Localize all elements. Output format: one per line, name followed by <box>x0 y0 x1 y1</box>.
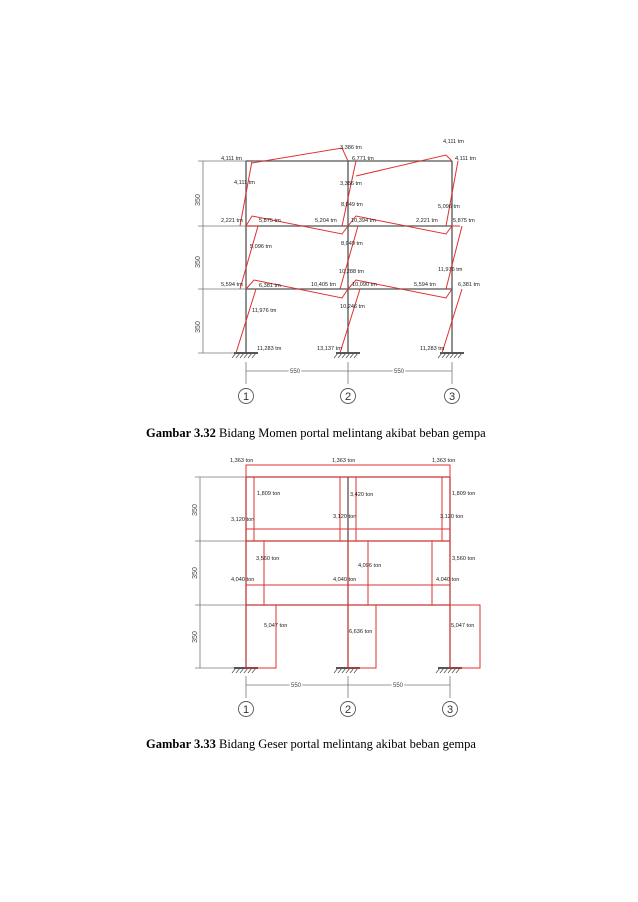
shear-label: 1,363 ton <box>332 458 356 464</box>
moment-label: 4,111 tm <box>443 139 464 145</box>
caption-label: Gambar 3.33 <box>146 737 216 751</box>
shear-label: 3,120 ton <box>231 517 255 523</box>
moment-label: 4,111 tm <box>221 156 242 162</box>
moment-dim-story2: 350 <box>195 256 202 268</box>
moment-label: 2,221 tm <box>221 218 243 224</box>
moment-label: 3,386 tm <box>340 181 362 187</box>
shear-dimension-horizontal <box>246 676 450 698</box>
shear-label: 4,040 ton <box>333 577 357 583</box>
moment-label: 10,090 tm <box>352 282 377 288</box>
shear-dim-span2: 550 <box>392 683 404 689</box>
grid-label-3: 3 <box>446 704 454 716</box>
caption-text: Bidang Momen portal melintang akibat beban gempa <box>215 426 486 440</box>
moment-dim-story1: 350 <box>195 321 202 333</box>
shear-dim-span1: 550 <box>290 683 302 689</box>
shear-dim-story3: 350 <box>192 504 199 516</box>
moment-label: 5,875 tm <box>259 218 281 224</box>
moment-label: 3,386 tm <box>340 145 362 151</box>
shear-diagram-figure <box>192 458 480 717</box>
moment-label: 5,594 tm <box>221 282 243 288</box>
shear-label: 3,120 ton <box>333 514 357 520</box>
moment-dim-span1: 550 <box>289 369 301 375</box>
moment-label: 8,049 tm <box>341 241 363 247</box>
moment-label: 10,405 tm <box>311 282 336 288</box>
shear-label: 3,120 ton <box>440 514 464 520</box>
moment-diagram-figure <box>195 139 480 404</box>
moment-label: 4,111 tm <box>234 180 255 186</box>
moment-diagram-lines <box>236 148 462 353</box>
moment-label: 11,283 tm <box>420 346 445 352</box>
moment-label: 11,283 tm <box>257 346 282 352</box>
moment-label: 2,221 tm <box>416 218 438 224</box>
shear-label: 4,040 ton <box>231 577 255 583</box>
caption-label: Gambar 3.32 <box>146 426 216 440</box>
grid-label-1: 1 <box>242 704 250 716</box>
moment-label: 6,771 tm <box>352 156 374 162</box>
moment-label: 10,246 tm <box>340 304 365 310</box>
grid-label-3: 3 <box>448 391 456 403</box>
moment-dim-story3: 350 <box>195 194 202 206</box>
moment-label: 13,137 tm <box>317 346 342 352</box>
moment-label: 5,875 tm <box>453 218 475 224</box>
grid-label-2: 2 <box>344 704 352 716</box>
moment-label: 8,049 tm <box>341 202 363 208</box>
moment-label: 5,096 tm <box>250 244 272 250</box>
shear-label: 3,560 ton <box>452 556 476 562</box>
grid-label-1: 1 <box>242 391 250 403</box>
moment-dimension-vertical <box>198 161 246 353</box>
moment-label: 5,204 tm <box>315 218 337 224</box>
figure-caption-shear <box>146 737 476 752</box>
shear-dim-story2: 350 <box>192 567 199 579</box>
shear-label: 1,809 ton <box>452 491 476 497</box>
shear-dim-story1: 350 <box>192 631 199 643</box>
moment-supports <box>232 353 464 358</box>
shear-label: 1,809 ton <box>257 491 281 497</box>
shear-label: 6,636 ton <box>349 629 373 635</box>
shear-dimension-vertical <box>195 477 246 668</box>
moment-label: 5,096 tm <box>438 204 460 210</box>
moment-label: 6,381 tm <box>458 282 480 288</box>
shear-supports <box>232 668 462 673</box>
shear-label: 3,560 ton <box>256 556 280 562</box>
shear-label: 3,420 ton <box>350 492 374 498</box>
moment-label: 6,381 tm <box>259 283 281 289</box>
moment-label: 11,976 tm <box>252 308 277 314</box>
moment-label: 11,976 tm <box>438 267 463 273</box>
shear-label: 5,047 ton <box>264 623 288 629</box>
shear-label: 4,040 ton <box>436 577 460 583</box>
caption-text: Bidang Geser portal melintang akibat beban gempa <box>215 737 476 751</box>
grid-label-2: 2 <box>344 391 352 403</box>
shear-label: 5,047 ton <box>451 623 475 629</box>
shear-label: 1,363 ton <box>230 458 254 464</box>
moment-label: 4,111 tm <box>455 156 476 162</box>
figure-caption-moment <box>146 426 486 441</box>
moment-dimension-horizontal <box>246 362 452 384</box>
moment-label: 10,288 tm <box>339 269 364 275</box>
moment-label: 10,394 tm <box>351 218 376 224</box>
shear-label: 1,363 ton <box>432 458 456 464</box>
shear-label: 4,096 ton <box>358 563 382 569</box>
moment-dim-span2: 550 <box>393 369 405 375</box>
moment-label: 5,594 tm <box>414 282 436 288</box>
